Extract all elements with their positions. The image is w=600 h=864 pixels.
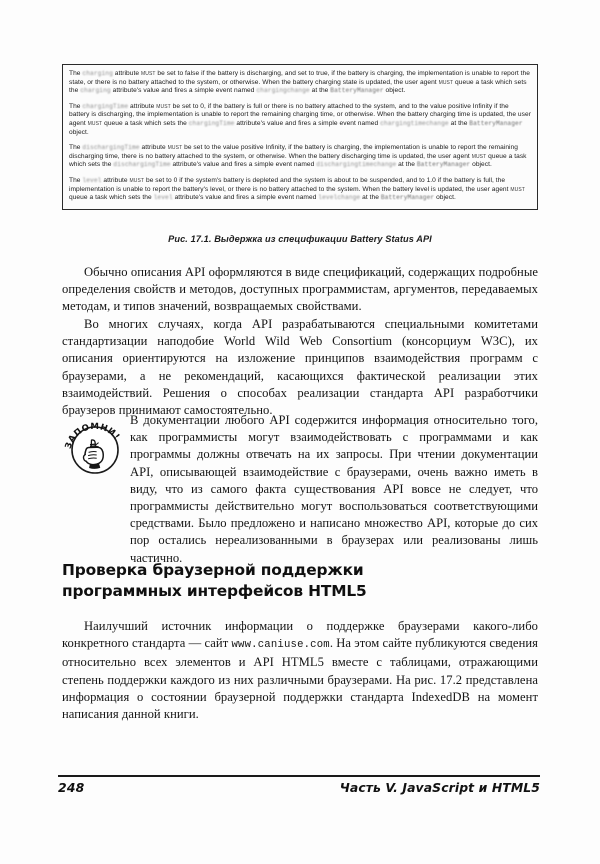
spec-text: at the [309, 87, 331, 95]
spec-paragraph [69, 70, 531, 96]
code-interface-name: BatteryManager [416, 161, 471, 169]
spec-text: be set to the value positive Infinity, if the battery is charging, the implementation is unable to report the remaining discharging time, there is no battery attached to the system, or otherwise. When the battery discharging time is updated, the user agent [69, 144, 518, 160]
code-identifier: chargingTime [82, 102, 129, 110]
spec-text: object. [383, 87, 406, 95]
spec-paragraph [69, 177, 531, 203]
code-event-name: dischargingtimechange [316, 161, 397, 169]
section-heading-line-2: программных интерфейсов HTML5 [62, 581, 367, 600]
spec-text: attribute's value and fires a simple event named [110, 87, 257, 95]
spec-text: queue a task which sets the [102, 119, 189, 127]
spec-text: be set to false if the battery is discharging, and set to true, if the battery is charging, the implementation is unable to report the state, or there is no battery attached to the system, or otherwise. When the battery charging state is updated, the user agent [69, 70, 530, 86]
spec-keyword: must [167, 144, 183, 152]
code-identifier: level [82, 176, 102, 184]
section-paragraph-part-1: Наилучший источник информации о поддержке браузерами какого-либо конкретного стандарта — сайт [62, 619, 538, 651]
spec-keyword: must [140, 70, 156, 77]
code-identifier: charging [82, 70, 113, 77]
body-paragraph: Обычно описания API оформляются в виде спецификаций, содержащих подробные определения свойств и методов, доступных программистам, аргументов, передаваемых методам, и типов значений, возвращаемых свойствами. [62, 265, 538, 314]
spec-text: queue a task which sets the [69, 78, 527, 95]
spec-text: attribute's value and fires a simple event named [172, 194, 319, 202]
spec-text: be set to 0 if the system's battery is depleted and the system is about to be suspended, and to 1.0 if the battery is full, the implementation is unable to report the battery's level, or there is no battery attached to the system. When the battery level is updated, the user agent [69, 176, 511, 193]
code-event-name: chargingtimechange [380, 119, 449, 127]
figure-caption: Рис. 17.1. Выдержка из спецификации Battery Status API [168, 234, 432, 244]
code-identifier: dischargingTime [113, 161, 171, 169]
code-event-name: levelchange [318, 194, 361, 202]
spec-text: object. [434, 194, 456, 202]
code-interface-name: BatteryManager [330, 87, 384, 95]
spec-keyword: must [510, 185, 525, 193]
remember-callout-text: В документации любого API содержится информация относительно того, как программисты могут взаимодействовать с программами и как программы должны отвечать на их запросы. При чтении документации API, описывающей взаимодействие с браузерами, очень важно иметь в виду, что из самого факта существования API вовсе не следует, что программисты действительно могут воспользоваться соответствующими средствами. Было предложено и написано множество API, которые до сих пор остались нереализованными в браузерах или реализованы лишь частично. [130, 413, 538, 565]
section-paragraph [62, 618, 538, 723]
page-footer [58, 780, 540, 795]
spec-keyword: must [471, 152, 487, 160]
spec-paragraph [69, 103, 531, 137]
caniuse-site-url: www.caniuse.com [231, 639, 330, 652]
spec-text: attribute [112, 70, 141, 77]
code-identifier: charging [80, 87, 111, 95]
code-identifier: dischargingTime [82, 144, 140, 152]
running-head: Часть V. JavaScript и HTML5 [339, 780, 540, 795]
spec-text: attribute's value and fires a simple event named [234, 119, 381, 127]
spec-text: queue a task which sets the [69, 194, 154, 202]
spec-text: queue a task which sets the [69, 152, 527, 169]
code-interface-name: BatteryManager [469, 119, 523, 127]
footer-divider [58, 775, 540, 777]
spec-text: attribute [101, 176, 130, 184]
spec-text: be set to 0, if the battery is full or there is no battery attached to the system, and to the value positive Infinity if the battery is discharging, the implementation is unable to report the remaining charging time, or otherwise. When the battery charging time is updated, the user agent [69, 102, 531, 127]
code-event-name: chargingchange [256, 87, 310, 95]
spec-text: object. [69, 128, 89, 136]
page-number: 248 [58, 780, 85, 795]
section-heading [62, 560, 538, 601]
body-paragraph: Во многих случаях, когда API разрабатываются специальными комитетами стандартизации наподобие World Wild Web Consortium (консорциум W3C), их описания ориентируются на изложение принципов взаимодействия программ с браузерами, а не рекомендаций, касающихся фактической реализации этих взаимодействий. Решения о способах реализации стандарта API разработчики браузеров принимают самостоятельно. [62, 317, 538, 418]
section-heading-line-1: Проверка браузерной поддержки [62, 561, 364, 579]
spec-keyword: must [156, 102, 171, 110]
code-interface-name: BatteryManager [380, 194, 435, 202]
remember-icon [62, 414, 128, 480]
spec-keyword: must [129, 176, 145, 184]
code-identifier: chargingTime [188, 119, 235, 127]
section-paragraph-part-2: . На этом сайте публикуются сведения относительно всех элементов и API HTML5 вместе с таблицами, отражающими степень поддержки каждого из них различными браузерами. На рис. 17.2 представлена информация о состоянии браузерной поддержки стандарта IndexedDB на момент написания данной книги. [62, 636, 538, 722]
spec-text: attribute [139, 144, 168, 152]
code-identifier: level [153, 194, 173, 202]
spec-text: at the [360, 194, 381, 202]
body-paragraph-2-wrap [62, 316, 538, 419]
spec-text: The [69, 102, 83, 110]
spec-text: The [69, 70, 83, 77]
spec-text: The [69, 176, 83, 184]
spec-text: object. [470, 161, 492, 169]
spec-text: attribute [128, 102, 157, 110]
remember-callout-body [128, 412, 538, 567]
section-paragraph-wrap [62, 618, 538, 723]
spec-excerpt-figure [62, 64, 538, 210]
spec-text: at the [448, 119, 470, 127]
spec-paragraph [69, 144, 531, 170]
spec-keyword: must [438, 78, 454, 86]
svg-text:ЗАПОМНИ!: ЗАПОМНИ! [63, 421, 122, 451]
remember-callout [62, 412, 538, 567]
spec-text: The [69, 144, 83, 152]
body-paragraph-1-wrap [62, 264, 538, 316]
spec-text: at the [396, 161, 417, 169]
spec-text: attribute's value and fires a simple event named [170, 161, 317, 169]
spec-keyword: must [87, 119, 103, 127]
